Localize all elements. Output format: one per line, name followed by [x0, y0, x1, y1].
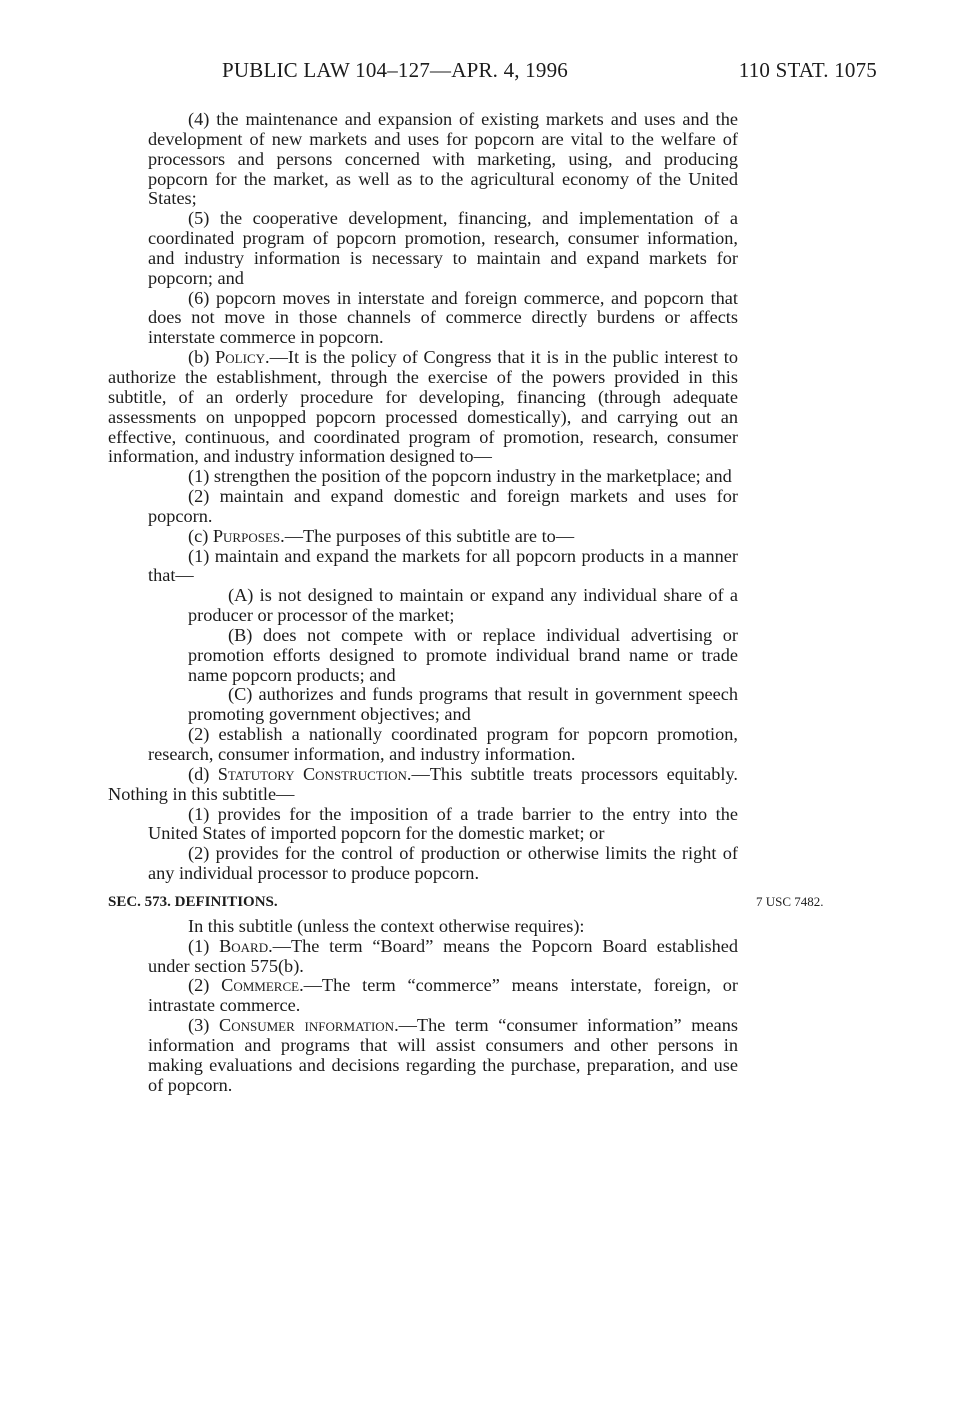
policy-item-2: (2) maintain and expand domestic and foreign markets and uses for popcorn. — [148, 486, 738, 526]
policy-item-1: (1) strengthen the position of the popcorn industry in the marketplace; and — [188, 466, 732, 487]
usc-margin-note: 7 USC 7482. — [756, 893, 824, 909]
section-heading — [108, 892, 824, 912]
purposes-item-1a: (A) is not designed to maintain or expand any individual share of a producer or processor of the market; — [188, 585, 738, 626]
purposes-item-2: (2) establish a nationally coordinated program for popcorn promotion, research, consumer information, and industry information. — [148, 724, 738, 764]
statutory-item-1: (1) provides for the imposition of a trade barrier to the entry into the United States of imported popcorn for the domestic market; or — [148, 803, 738, 844]
purposes-label-prefix: (c) — [188, 525, 213, 546]
purposes-paragraph — [108, 527, 738, 547]
running-head-title: PUBLIC LAW 104–127—APR. 4, 1996 — [222, 58, 568, 82]
finding-5: (5) the cooperative development, financing, and implementation of a coordinated program of popcorn promotion, research, consumer information, and industry information is necessary to maintain and expand markets for popcorn; and — [148, 208, 738, 288]
section-heading-text: SEC. 573. DEFINITIONS. — [108, 893, 278, 910]
definition-commerce-label: Commerce — [221, 975, 300, 996]
definition-board-label: Board — [219, 935, 269, 956]
definition-board — [108, 937, 738, 977]
page-header — [222, 58, 877, 90]
statutory-item-2: (2) provides for the control of production or otherwise limits the right of any individual processor to produce popcorn. — [148, 843, 738, 884]
statutory-text: .—This subtitle treats processors equitably. Nothing in this subtitle— — [108, 763, 738, 804]
statutory-paragraph — [108, 765, 738, 805]
purposes-item-1c: (C) authorizes and funds programs that result in government speech promoting government objectives; and — [188, 684, 738, 725]
purposes-text: .—The purposes of this subtitle are to— — [280, 525, 575, 546]
finding-6: (6) popcorn moves in interstate and foreign commerce, and popcorn that does not move in those channels of commerce directly burdens or affects interstate commerce in popcorn. — [148, 287, 738, 348]
definition-board-prefix: (1) — [188, 935, 220, 956]
policy-paragraph — [108, 348, 738, 467]
definition-consumer-label: Consumer information — [219, 1015, 395, 1036]
policy-text: .—It is the policy of Congress that it is in the public interest to authorize the establishment, through the exercise of the powers provided in this subtitle, of an orderly procedure for developing, financing (through adequate assessments on unpopped popcorn processed domestically), and carrying out an effective, continuous, and coordinated program of promotion, research, consumer information, and industry information designed to— — [108, 347, 739, 467]
page-body — [108, 109, 824, 1096]
definition-board-text: .—The term “Board” means the Popcorn Board established under section 575(b). — [148, 935, 738, 976]
definition-consumer-prefix: (3) — [188, 1015, 220, 1036]
finding-4: (4) the maintenance and expansion of existing markets and uses and the development of new markets and uses for popcorn are vital to the welfare of processors and persons concerned with marketing, using, and producing popcorn for the market, as well as to the agricultural economy of the United States; — [148, 109, 738, 209]
definition-commerce-text: .—The term “commerce” means interstate, foreign, or intrastate commerce. — [148, 975, 738, 1016]
policy-label: Policy — [215, 347, 266, 368]
purposes-item-1b: (B) does not compete with or replace individual advertising or promotion efforts designed to promote individual brand name or trade name popcorn products; and — [188, 624, 738, 685]
statutory-label-prefix: (d) — [188, 763, 218, 784]
purposes-item-1: (1) maintain and expand the markets for all popcorn products in a manner that— — [148, 545, 738, 586]
definition-consumer-information — [108, 1016, 738, 1095]
policy-label-prefix: (b) — [188, 347, 216, 368]
statute-page-number: 110 STAT. 1075 — [738, 58, 877, 82]
definition-commerce-prefix: (2) — [188, 975, 222, 996]
definitions-intro: In this subtitle (unless the context otherwise requires): — [188, 915, 585, 936]
definition-consumer-text: .—The term “consumer information” means information and programs that will assist consumers and other persons in making evaluations and decisions regarding the purchase, preparation, and use of popcorn. — [148, 1015, 738, 1095]
definition-commerce — [108, 976, 738, 1016]
statutory-label: Statutory Construction — [217, 763, 407, 784]
purposes-label: Purposes — [212, 525, 281, 546]
